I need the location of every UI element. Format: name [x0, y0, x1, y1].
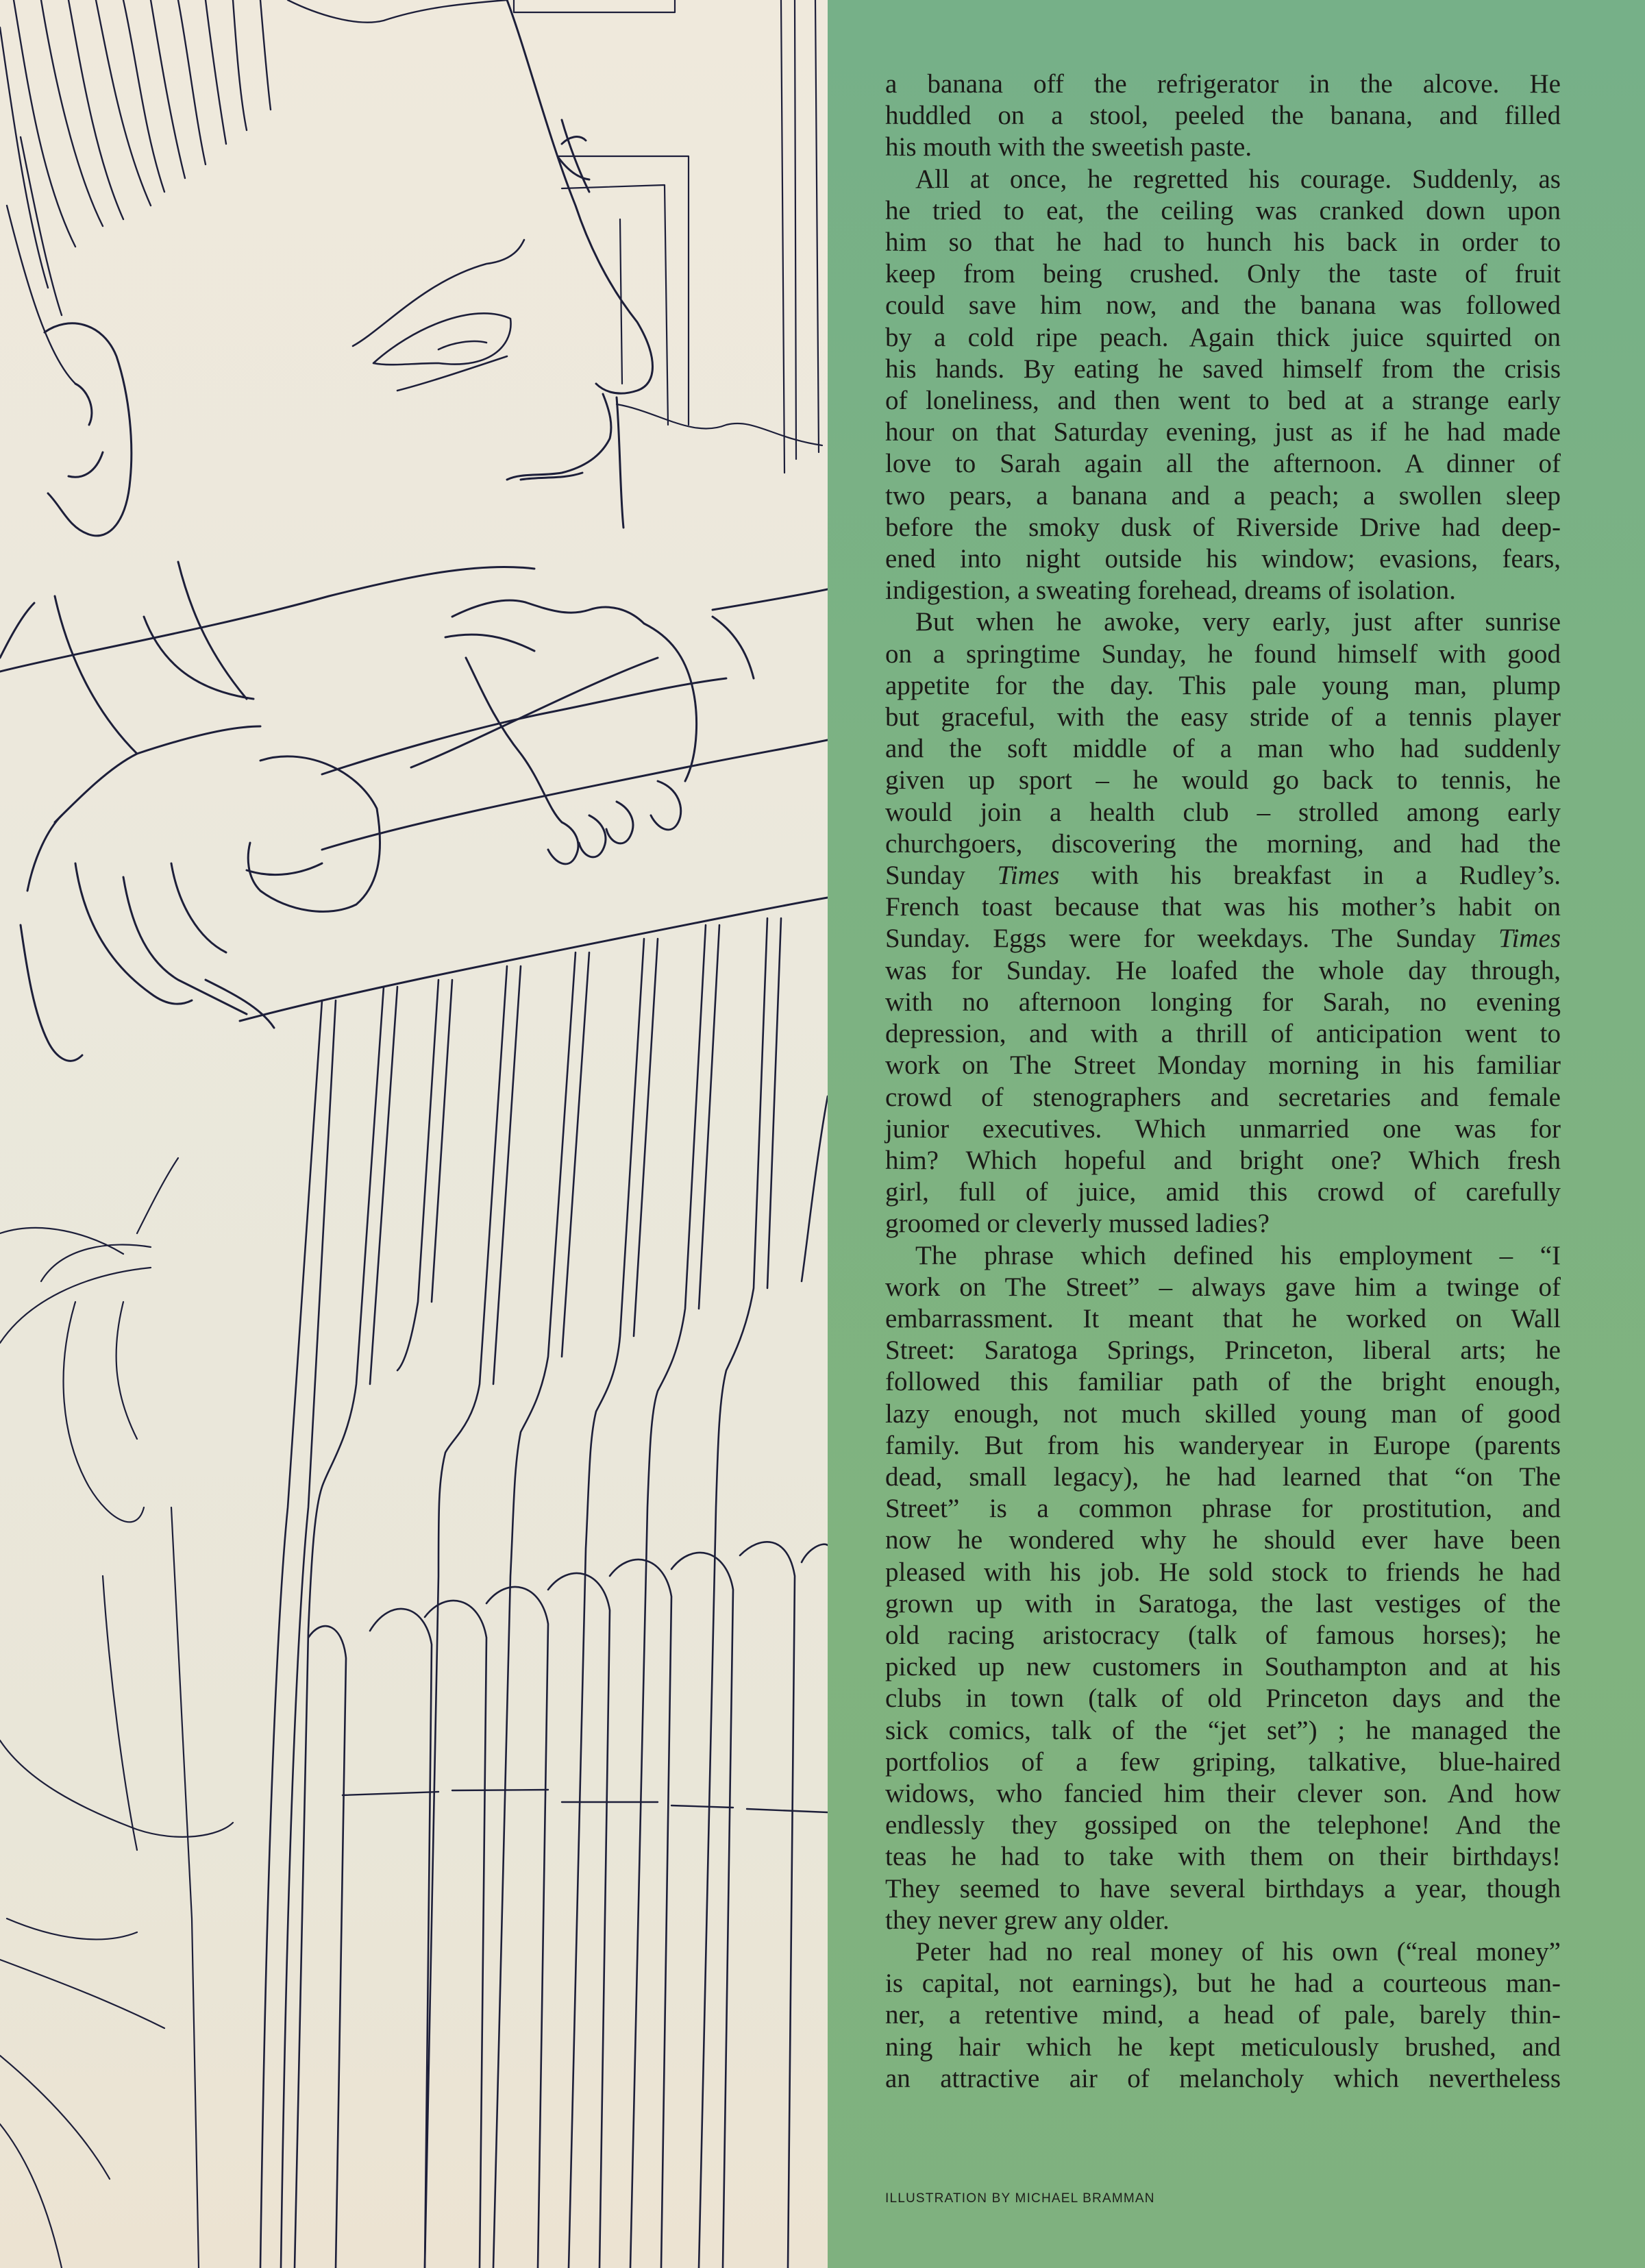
- text-line: portfolios of a few griping, talkative, blue-haired: [885, 1747, 1561, 1777]
- window-frame-lines: [514, 0, 822, 473]
- text-line: would join a health club – strolled among early: [885, 797, 1561, 827]
- text-line: him? Which hopeful and bright one? Which fresh: [885, 1145, 1561, 1175]
- text-line: hour on that Saturday evening, just as if he had made: [885, 417, 1561, 447]
- text-line: huddled on a stool, peeled the banana, and filled: [885, 101, 1561, 131]
- text-line: Sunday. Eggs were for weekdays. The Sunday Times: [885, 924, 1561, 954]
- text-line: dead, small legacy), he had learned that “on The: [885, 1462, 1561, 1492]
- neck-shoulder: [0, 562, 253, 754]
- text-line: girl, full of juice, amid this crowd of carefully: [885, 1177, 1561, 1207]
- text-line: love to Sarah again all the afternoon. A dinner of: [885, 449, 1561, 479]
- text-line: grown up with in Saratoga, the last vestiges of the: [885, 1588, 1561, 1618]
- text-line: depression, and with a thrill of anticipation went to: [885, 1019, 1561, 1049]
- text-line: ner, a retentive mind, a head of pale, barely thin-: [885, 2000, 1561, 2030]
- text-line: junior executives. Which unmarried one was for: [885, 1113, 1561, 1144]
- text-line: given up sport – he would go back to tennis, he: [885, 765, 1561, 796]
- text-line: sick comics, talk of the “jet set”) ; he managed the: [885, 1715, 1561, 1745]
- italic-title: Times: [1498, 924, 1561, 954]
- text-line: All at once, he regretted his courage. Suddenly, as: [915, 164, 1561, 194]
- text-line: on a springtime Sunday, he found himself with good: [885, 639, 1561, 669]
- text-line: but graceful, with the easy stride of a tennis player: [885, 702, 1561, 732]
- paragraph: [885, 69, 1561, 164]
- shirt-folds: [0, 1158, 233, 2268]
- paragraph: [885, 1936, 1561, 2095]
- text-line: keep from being crushed. Only the taste of fruit: [885, 259, 1561, 289]
- chair-lower-rail: [343, 1790, 828, 1812]
- text-line: ened into night outside his window; evasions, fears,: [885, 544, 1561, 574]
- text-line: Peter had no real money of his own (“real money”: [915, 1936, 1561, 1967]
- eye-and-brow: [353, 240, 524, 391]
- text-line: Sunday Times with his breakfast in a Rudley’s.: [885, 861, 1561, 891]
- text-line: followed this familiar path of the bright enough,: [885, 1367, 1561, 1397]
- text-line: But when he awoke, very early, just after sunrise: [915, 607, 1561, 637]
- text-line: French toast because that was his mother’s habit on: [885, 892, 1561, 922]
- text-line: of loneliness, and then went to bed at a strange early: [885, 386, 1561, 416]
- text-line: pleased with his job. He sold stock to friends he had: [885, 1557, 1561, 1587]
- text-line: indigestion, a sweating forehead, dreams of isolation.: [885, 576, 1456, 606]
- text-line: family. But from his wanderyear in Europe (parents: [885, 1430, 1561, 1460]
- text-line: could save him now, and the banana was followed: [885, 291, 1561, 321]
- illustration-credit: ILLUSTRATION BY MICHAEL BRAMMAN: [885, 2191, 1155, 2206]
- text-line: him so that he had to hunch his back in order to: [885, 227, 1561, 258]
- chair-slats: [260, 918, 828, 2268]
- text-line: crowd of stenographers and secretaries and female: [885, 1082, 1561, 1112]
- paragraph: [885, 606, 1561, 1240]
- text-panel: [828, 0, 1645, 2268]
- text-line: ning hair which he kept meticulously brushed, and: [885, 2032, 1561, 2062]
- text-line: appetite for the day. This pale young man, plump: [885, 670, 1561, 700]
- text-line: an attractive air of melancholy which nevertheless: [885, 2063, 1561, 2093]
- text-line: widows, who fancied him their clever son. And how: [885, 1778, 1561, 1808]
- text-line: They seemed to have several birthdays a year, though: [885, 1873, 1561, 1903]
- text-line: churchgoers, discovering the morning, and had the: [885, 828, 1561, 859]
- forearm: [0, 567, 828, 774]
- text-line: his hands. By eating he saved himself from the crisis: [885, 354, 1561, 384]
- text-line: work on The Street Monday morning in his familiar: [885, 1050, 1561, 1081]
- text-line: The phrase which defined his employment – “I: [915, 1240, 1561, 1270]
- text-line: by a cold ripe peach. Again thick juice squirted on: [885, 322, 1561, 352]
- article-column: [885, 69, 1561, 2095]
- text-line: was for Sunday. He loafed the whole day through,: [885, 955, 1561, 985]
- text-line: old racing aristocracy (talk of famous horses); he: [885, 1620, 1561, 1650]
- text-line: with no afternoon longing for Sarah, no evening: [885, 987, 1561, 1017]
- ear: [45, 323, 132, 536]
- text-line: they never grew any older.: [885, 1905, 1170, 1935]
- text-line: groomed or cleverly mussed ladies?: [885, 1209, 1270, 1239]
- chair-top-rail: [240, 740, 828, 1021]
- paragraph: [885, 1240, 1561, 1936]
- text-line: embarrassment. It meant that he worked on Wall: [885, 1303, 1561, 1333]
- text-line: endlessly they gossiped on the telephone! And the: [885, 1810, 1561, 1840]
- face-profile: [507, 0, 653, 528]
- text-line: Street” is a common phrase for prostitution, and: [885, 1494, 1561, 1524]
- text-line: two pears, a banana and a peach; a swollen sleep: [885, 480, 1561, 510]
- text-line: now he wondered why he should ever have been: [885, 1525, 1561, 1555]
- text-line: he tried to eat, the ceiling was cranked down upon: [885, 195, 1561, 225]
- italic-title: Times: [997, 861, 1060, 891]
- text-line: and the soft middle of a man who had suddenly: [885, 734, 1561, 764]
- paragraph: [885, 164, 1561, 607]
- text-line: lazy enough, not much skilled young man of good: [885, 1398, 1561, 1429]
- left-hand: [21, 726, 380, 1061]
- text-line: a banana off the refrigerator in the alcove. He: [885, 69, 1561, 99]
- text-line: teas he had to take with them on their birthdays!: [885, 1842, 1561, 1872]
- text-line: is capital, not earnings), but he had a courteous man-: [885, 1969, 1561, 1999]
- text-line: clubs in town (talk of old Princeton days and the: [885, 1684, 1561, 1714]
- text-line: Street: Saratoga Springs, Princeton, liberal arts; he: [885, 1335, 1561, 1366]
- text-line: before the smoky dusk of Riverside Drive had deep-: [885, 512, 1561, 542]
- text-line: his mouth with the sweetish paste.: [885, 132, 1252, 162]
- text-line: work on The Street” – always gave him a twinge of: [885, 1272, 1561, 1302]
- text-line: picked up new customers in Southampton and at his: [885, 1652, 1561, 1682]
